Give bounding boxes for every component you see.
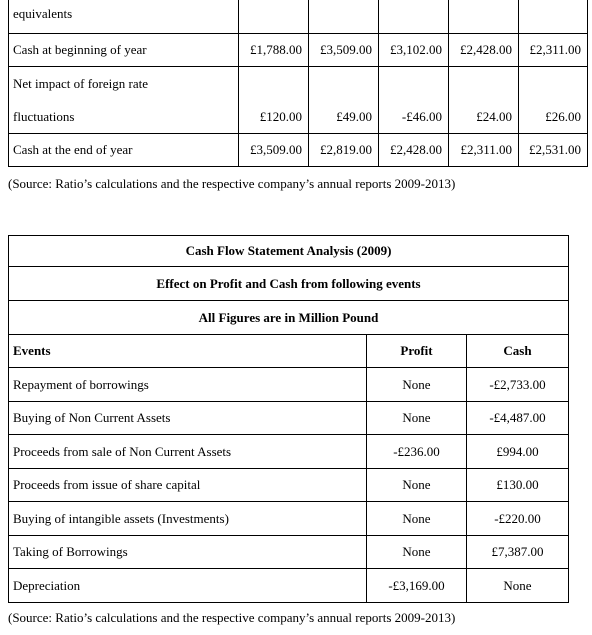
cell-empty <box>239 67 309 101</box>
event-label: Proceeds from sale of Non Current Assets <box>9 435 367 469</box>
cell-value: £3,509.00 <box>309 34 379 67</box>
cash-value: -£2,733.00 <box>467 368 569 402</box>
table-row <box>9 67 588 101</box>
cell-value: £2,428.00 <box>449 34 519 67</box>
cell-value: £24.00 <box>449 101 519 134</box>
profit-value: -£236.00 <box>367 435 467 469</box>
cell-value: -£46.00 <box>379 101 449 134</box>
profit-value: None <box>367 502 467 536</box>
profit-value: None <box>367 402 467 435</box>
event-label: Buying of intangible assets (Investments) <box>9 502 367 536</box>
table-row <box>9 134 588 167</box>
cell-empty <box>379 0 449 34</box>
table-row <box>9 502 569 536</box>
event-label: Buying of Non Current Assets <box>9 402 367 435</box>
cell-empty <box>519 67 588 101</box>
table-row <box>9 536 569 569</box>
table-row <box>9 469 569 502</box>
cash-value: £130.00 <box>467 469 569 502</box>
cash-value: £994.00 <box>467 435 569 469</box>
cash-flow-analysis-table <box>8 235 569 603</box>
cell-value: £2,311.00 <box>449 134 519 167</box>
table-row <box>9 368 569 402</box>
profit-value: None <box>367 368 467 402</box>
table-row <box>9 402 569 435</box>
cell-empty <box>309 67 379 101</box>
cell-value: £49.00 <box>309 101 379 134</box>
cell-value: £3,102.00 <box>379 34 449 67</box>
row-label: Net impact of foreign rate <box>9 67 239 101</box>
cell-value: £26.00 <box>519 101 588 134</box>
profit-value: None <box>367 469 467 502</box>
cash-value: £7,387.00 <box>467 536 569 569</box>
source-note: (Source: Ratio’s calculations and the respective company’s annual reports 2009-2013) <box>8 176 456 191</box>
table-title: Cash Flow Statement Analysis (2009) <box>9 236 569 267</box>
cell-value: £3,509.00 <box>239 134 309 167</box>
cell-value: £1,788.00 <box>239 34 309 67</box>
column-header-cash: Cash <box>467 335 569 368</box>
cell-value: £2,311.00 <box>519 34 588 67</box>
row-label: Cash at the end of year <box>9 134 239 167</box>
cell-value: £120.00 <box>239 101 309 134</box>
table-subtitle: Effect on Profit and Cash from following events <box>9 267 569 301</box>
event-label: Proceeds from issue of share capital <box>9 469 367 502</box>
profit-value: None <box>367 536 467 569</box>
cell-empty <box>449 0 519 34</box>
cash-reconciliation-table <box>8 0 588 167</box>
table-row <box>9 569 569 603</box>
cell-empty <box>379 67 449 101</box>
source-note: (Source: Ratio’s calculations and the respective company’s annual reports 2009-2013) <box>8 610 456 625</box>
cell-value: £2,428.00 <box>379 134 449 167</box>
cell-value: £2,819.00 <box>309 134 379 167</box>
cell-empty <box>239 0 309 34</box>
profit-value: -£3,169.00 <box>367 569 467 603</box>
table-row <box>9 0 588 34</box>
column-header-profit: Profit <box>367 335 467 368</box>
cash-value: -£4,487.00 <box>467 402 569 435</box>
event-label: Taking of Borrowings <box>9 536 367 569</box>
cell-empty <box>449 67 519 101</box>
event-label: Depreciation <box>9 569 367 603</box>
row-label: equivalents <box>9 0 239 34</box>
row-label: Cash at beginning of year <box>9 34 239 67</box>
cash-value: None <box>467 569 569 603</box>
column-header-events: Events <box>9 335 367 368</box>
header-row <box>9 335 569 368</box>
table-row <box>9 435 569 469</box>
units-note: All Figures are in Million Pound <box>9 301 569 335</box>
event-label: Repayment of borrowings <box>9 368 367 402</box>
row-label: fluctuations <box>9 101 239 134</box>
cash-value: -£220.00 <box>467 502 569 536</box>
cell-value: £2,531.00 <box>519 134 588 167</box>
table-row <box>9 34 588 67</box>
cell-empty <box>519 0 588 34</box>
cell-empty <box>309 0 379 34</box>
table-row <box>9 101 588 134</box>
